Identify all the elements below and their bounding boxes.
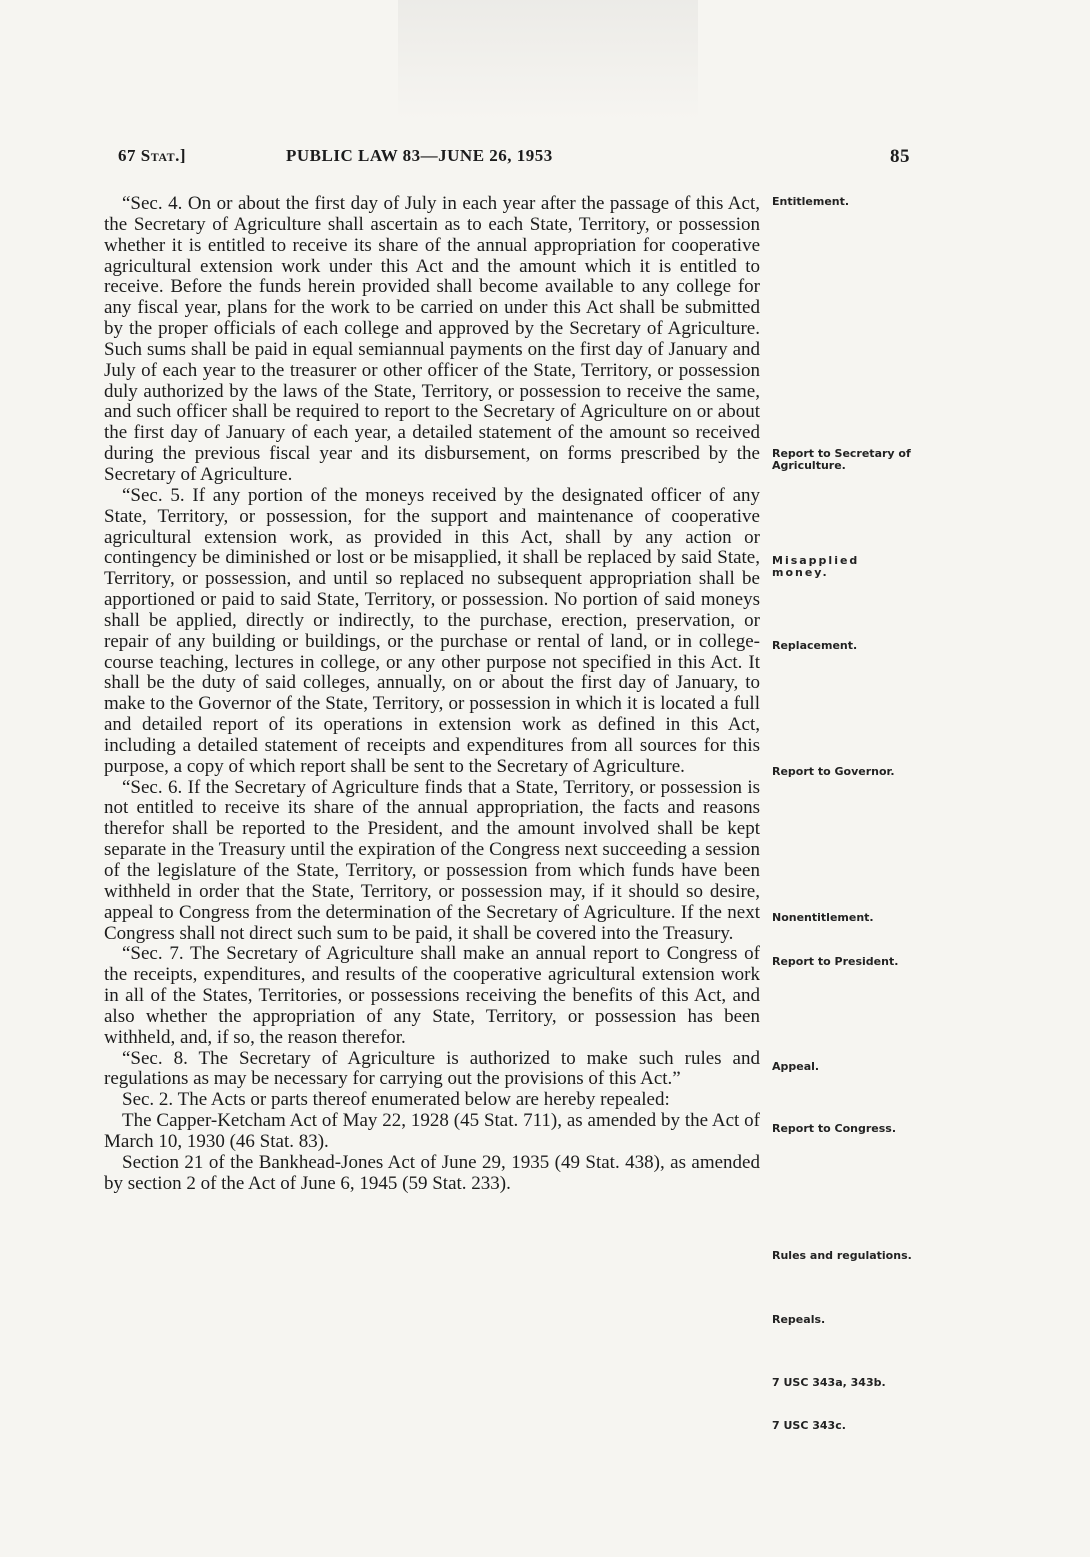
- section-4-paragraph: “Sec. 4. On or about the first day of July in each year after the passage of this Act, the Secretary of Agriculture shall ascertain as to each State, Territory, or possession whether it is entitled to receive its share of the annual appropriation for cooperative agricultural extension work under this Act and the amount which it is entitled to receive. Before the funds herein provided shall become available to any college for any fiscal year, plans for the work to be carried on under this Act shall be submitted by the proper officials of each college and approved by the Secretary of Agriculture. Such sums shall be paid in equal semiannual payments on the first day of January and July of each year to the treasurer or other officer of the State, Territory, or possession duly authorized by the laws of the State, Territory, or possession to receive the same, and such officer shall be required to report to the Secretary of Agriculture on or about the first day of January of each year, a detailed statement of the amount so received during the previous fiscal year and its disbursement, on forms prescribed by the Secretary of Agriculture.: [104, 193, 760, 485]
- section-8-paragraph: “Sec. 8. The Secretary of Agriculture is authorized to make such rules and regulations as may be necessary for carrying out the provisions of this Act.”: [104, 1047, 760, 1090]
- section-6-paragraph: “Sec. 6. If the Secretary of Agriculture finds that a State, Territory, or possession is not entitled to receive its share of the annual appropriation, the facts and reasons therefor shall be reported to the President, and the amount involved shall be kept separate in the Treasury until the expiration of the Congress next succeeding a session of the legislature of the State, Territory, or possession from which funds have been withheld in order that the State, Territory, or possession may, if it should so desire, appeal to Congress from the determination of the Secretary of Agriculture. If the next Congress shall not direct such sum to be paid, it shall be covered into the Treasury.: [104, 776, 760, 944]
- margin-note-rules: Rules and regulations.: [772, 1249, 912, 1262]
- margin-note-usc-343a: 7 USC 343a, 343b.: [772, 1376, 886, 1389]
- section-7-paragraph: “Sec. 7. The Secretary of Agriculture shall make an annual report to Congress of the receipts, expenditures, and results of the cooperative agricultural extension work in all of the States, Territories, or possessions receiving the benefits of this Act, and also whether the appropriation of any State, Territory, or possession has been withheld, and, if so, the reason therefor.: [104, 943, 760, 1048]
- margin-note-report-president: Report to President.: [772, 955, 899, 968]
- stat-reference: 67 Stat.]: [118, 146, 187, 165]
- capper-ketcham-paragraph: The Capper-Ketcham Act of May 22, 1928 (45 Stat. 711), as amended by the Act of March 10, 1930 (46 Stat. 83).: [104, 1110, 760, 1152]
- page-number: 85: [890, 146, 910, 167]
- stat-volume: 67: [118, 146, 136, 165]
- statute-body: [104, 194, 760, 1195]
- margin-note-usc-343c: 7 USC 343c.: [772, 1419, 846, 1432]
- law-title: PUBLIC LAW 83—JUNE 26, 1953: [286, 146, 553, 165]
- margin-note-nonentitlement: Nonentitlement.: [772, 911, 874, 924]
- margin-note-entitlement: Entitlement.: [772, 195, 850, 208]
- margin-note-repeals: Repeals.: [772, 1313, 826, 1326]
- stat-label: Stat.: [140, 146, 180, 165]
- repeals-paragraph: Sec. 2. The Acts or parts thereof enumerated below are hereby repealed:: [122, 1089, 670, 1111]
- margin-note-misapplied: Misapplied money.: [772, 554, 860, 579]
- section-5-paragraph: “Sec. 5. If any portion of the moneys received by the designated officer of any State, Territory, or possession, for the support and maintenance of cooperative agricultural extension work, as provided in this Act, shall by any action or contingency be diminished or lost or be misapplied, it shall be replaced by said State, Territory, or possession, and until so replaced no subsequent appropriation shall be apportioned or paid to said State, Territory, or possession. No portion of said moneys shall be applied, directly or indirectly, to the purchase, erection, preservation, or repair of any building or buildings, or the purchase or rental of land, or in college-course teaching, lectures in college, or any other purpose not specified in this Act. It shall be the duty of said colleges, annually, on or about the first day of January, to make to the Governor of the State, Territory, or possession in which it is located a full and detailed report of its operations in extension work as defined in this Act, including a detailed statement of receipts and expenditures from all sources for this purpose, a copy of which report shall be sent to the Secretary of Agriculture.: [104, 484, 760, 777]
- margin-note-report-governor: Report to Governor.: [772, 765, 895, 778]
- bankhead-jones-paragraph: Section 21 of the Bankhead-Jones Act of June 29, 1935 (49 Stat. 438), as amended by section 2 of the Act of June 6, 1945 (59 Stat. 233).: [104, 1151, 760, 1194]
- bleed-through-shadow: [398, 0, 698, 120]
- margin-note-replacement: Replacement.: [772, 639, 858, 652]
- margin-note-report-congress: Report to Congress.: [772, 1122, 897, 1135]
- margin-note-appeal: Appeal.: [772, 1060, 820, 1073]
- margin-note-report-secretary: Report to Secretary of Agriculture.: [772, 447, 911, 472]
- page-header: [118, 146, 910, 170]
